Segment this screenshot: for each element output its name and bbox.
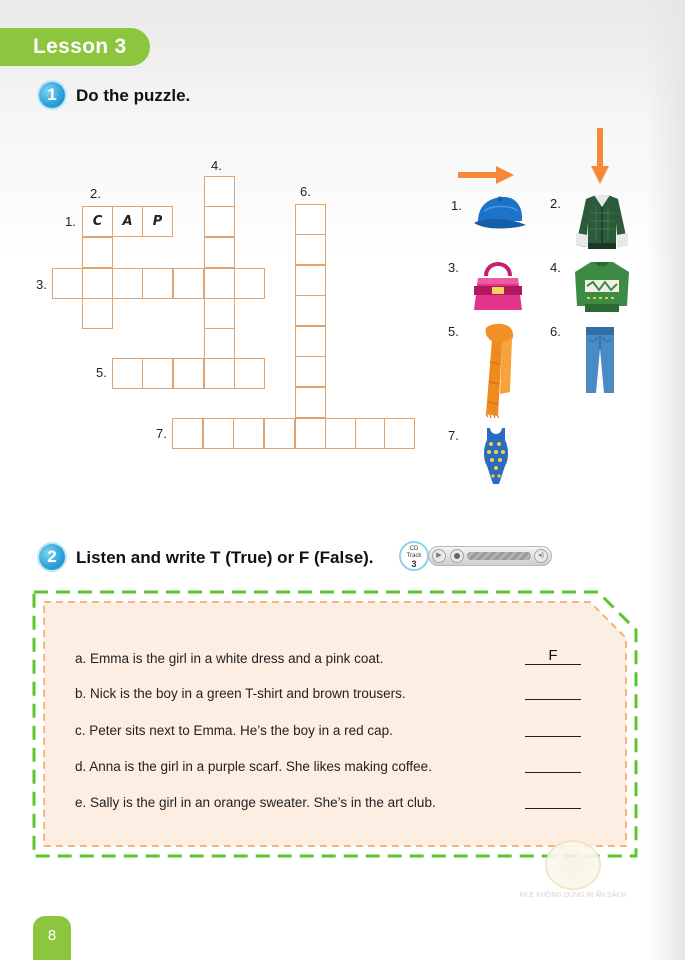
jeans-icon xyxy=(584,325,616,395)
crossword-cell[interactable] xyxy=(82,268,113,299)
crossword-cell[interactable] xyxy=(204,298,235,329)
crossword-cell[interactable] xyxy=(295,265,326,296)
cd-track-label: Track xyxy=(406,553,422,559)
crossword-cell[interactable] xyxy=(204,206,235,237)
answer-blank-e[interactable] xyxy=(525,792,581,809)
clue-number-6: 6. xyxy=(300,184,311,199)
exercise-2-number-badge: 2 xyxy=(39,544,65,570)
crossword-cell[interactable] xyxy=(234,358,265,389)
clue-number-4: 4. xyxy=(211,158,222,173)
cd-track-number: 3 xyxy=(411,559,417,569)
crossword-cell[interactable] xyxy=(264,418,295,449)
crossword-cell[interactable] xyxy=(384,418,415,449)
watermark xyxy=(518,840,628,899)
statement-c: c. Peter sits next to Emma. He’s the boy in a red cap. xyxy=(75,723,393,738)
swimsuit-icon xyxy=(481,426,511,490)
clue-number-7: 7. xyxy=(156,426,167,441)
crossword-cell[interactable] xyxy=(295,326,326,357)
page-number: 8 xyxy=(33,916,71,960)
pink-handbag-icon xyxy=(472,256,524,314)
crossword-cell[interactable] xyxy=(295,387,326,418)
crossword-cell[interactable] xyxy=(82,237,113,268)
crossword-cell[interactable] xyxy=(142,358,173,389)
picture-number-7: 7. xyxy=(448,428,459,443)
crossword-cell[interactable] xyxy=(295,418,326,449)
crossword-cell[interactable] xyxy=(112,268,143,299)
play-button[interactable]: ▶ xyxy=(432,549,446,563)
watermark-text: FILE KHÔNG DÙNG IN ẤN SÁCH xyxy=(519,892,627,899)
exercise-1-number-badge: 1 xyxy=(39,82,65,108)
crossword-cell[interactable] xyxy=(82,298,113,329)
lesson-header: Lesson 3 xyxy=(0,28,150,66)
volume-button[interactable]: ◂) xyxy=(534,549,548,563)
cd-track-badge xyxy=(399,541,429,571)
page-edge-shade xyxy=(645,0,685,960)
crossword-cell[interactable] xyxy=(204,268,235,299)
crossword-cell[interactable] xyxy=(204,328,235,359)
across-arrow-icon xyxy=(458,166,514,184)
answer-blank-b[interactable] xyxy=(525,683,581,700)
orange-scarf-icon xyxy=(478,322,520,418)
crossword-cell[interactable] xyxy=(112,358,143,389)
crossword-cell[interactable] xyxy=(204,358,235,389)
crossword-cell[interactable] xyxy=(204,176,235,207)
jacket-icon xyxy=(572,193,632,251)
picture-number-6: 6. xyxy=(550,324,561,339)
crossword-cell[interactable] xyxy=(173,268,204,299)
exercise-2-title: Listen and write T (True) or F (False). xyxy=(76,548,374,567)
cd-label: CD xyxy=(409,546,419,552)
watermark-seal-icon xyxy=(545,840,601,890)
crossword-cell[interactable] xyxy=(295,234,326,265)
answer-blank-a[interactable]: F xyxy=(525,648,581,665)
blue-cap-icon xyxy=(470,193,528,237)
clue-number-2: 2. xyxy=(90,186,101,201)
down-arrow-icon xyxy=(591,128,609,184)
crossword-cell[interactable]: A xyxy=(112,206,143,237)
crossword-cell[interactable] xyxy=(52,268,83,299)
green-sweater-icon xyxy=(573,258,631,314)
crossword-cell[interactable] xyxy=(295,356,326,387)
statement-a: a. Emma is the girl in a white dress and a pink coat. xyxy=(75,651,384,666)
crossword-cell[interactable] xyxy=(234,268,265,299)
statement-b: b. Nick is the boy in a green T-shirt and brown trousers. xyxy=(75,686,406,701)
audio-progress-bar[interactable] xyxy=(467,552,531,560)
statement-e: e. Sally is the girl in an orange sweater. She’s in the art club. xyxy=(75,795,436,810)
statement-d: d. Anna is the girl in a purple scarf. She likes making coffee. xyxy=(75,759,432,774)
crossword-cell[interactable] xyxy=(233,418,264,449)
crossword-cell[interactable] xyxy=(295,204,326,235)
crossword-cell[interactable]: C xyxy=(82,206,113,237)
crossword-cell[interactable] xyxy=(142,268,173,299)
crossword-cell[interactable] xyxy=(325,418,356,449)
clue-number-5: 5. xyxy=(96,365,107,380)
crossword-cell[interactable] xyxy=(204,237,235,268)
stop-button[interactable] xyxy=(450,549,464,563)
crossword-cell[interactable] xyxy=(203,418,234,449)
answer-blank-c[interactable] xyxy=(525,720,581,737)
crossword-cell[interactable] xyxy=(173,358,204,389)
clue-number-3: 3. xyxy=(36,277,47,292)
picture-number-3: 3. xyxy=(448,260,459,275)
clue-number-1: 1. xyxy=(65,214,76,229)
crossword-cell[interactable] xyxy=(355,418,386,449)
answer-blank-d[interactable] xyxy=(525,756,581,773)
audio-player xyxy=(428,546,552,566)
picture-number-4: 4. xyxy=(550,260,561,275)
picture-number-2: 2. xyxy=(550,196,561,211)
exercise-1-title: Do the puzzle. xyxy=(76,86,191,105)
crossword-cell[interactable]: P xyxy=(142,206,173,237)
crossword-cell[interactable] xyxy=(295,295,326,326)
picture-number-5: 5. xyxy=(448,324,459,339)
crossword-cell[interactable] xyxy=(172,418,203,449)
picture-number-1: 1. xyxy=(451,198,462,213)
